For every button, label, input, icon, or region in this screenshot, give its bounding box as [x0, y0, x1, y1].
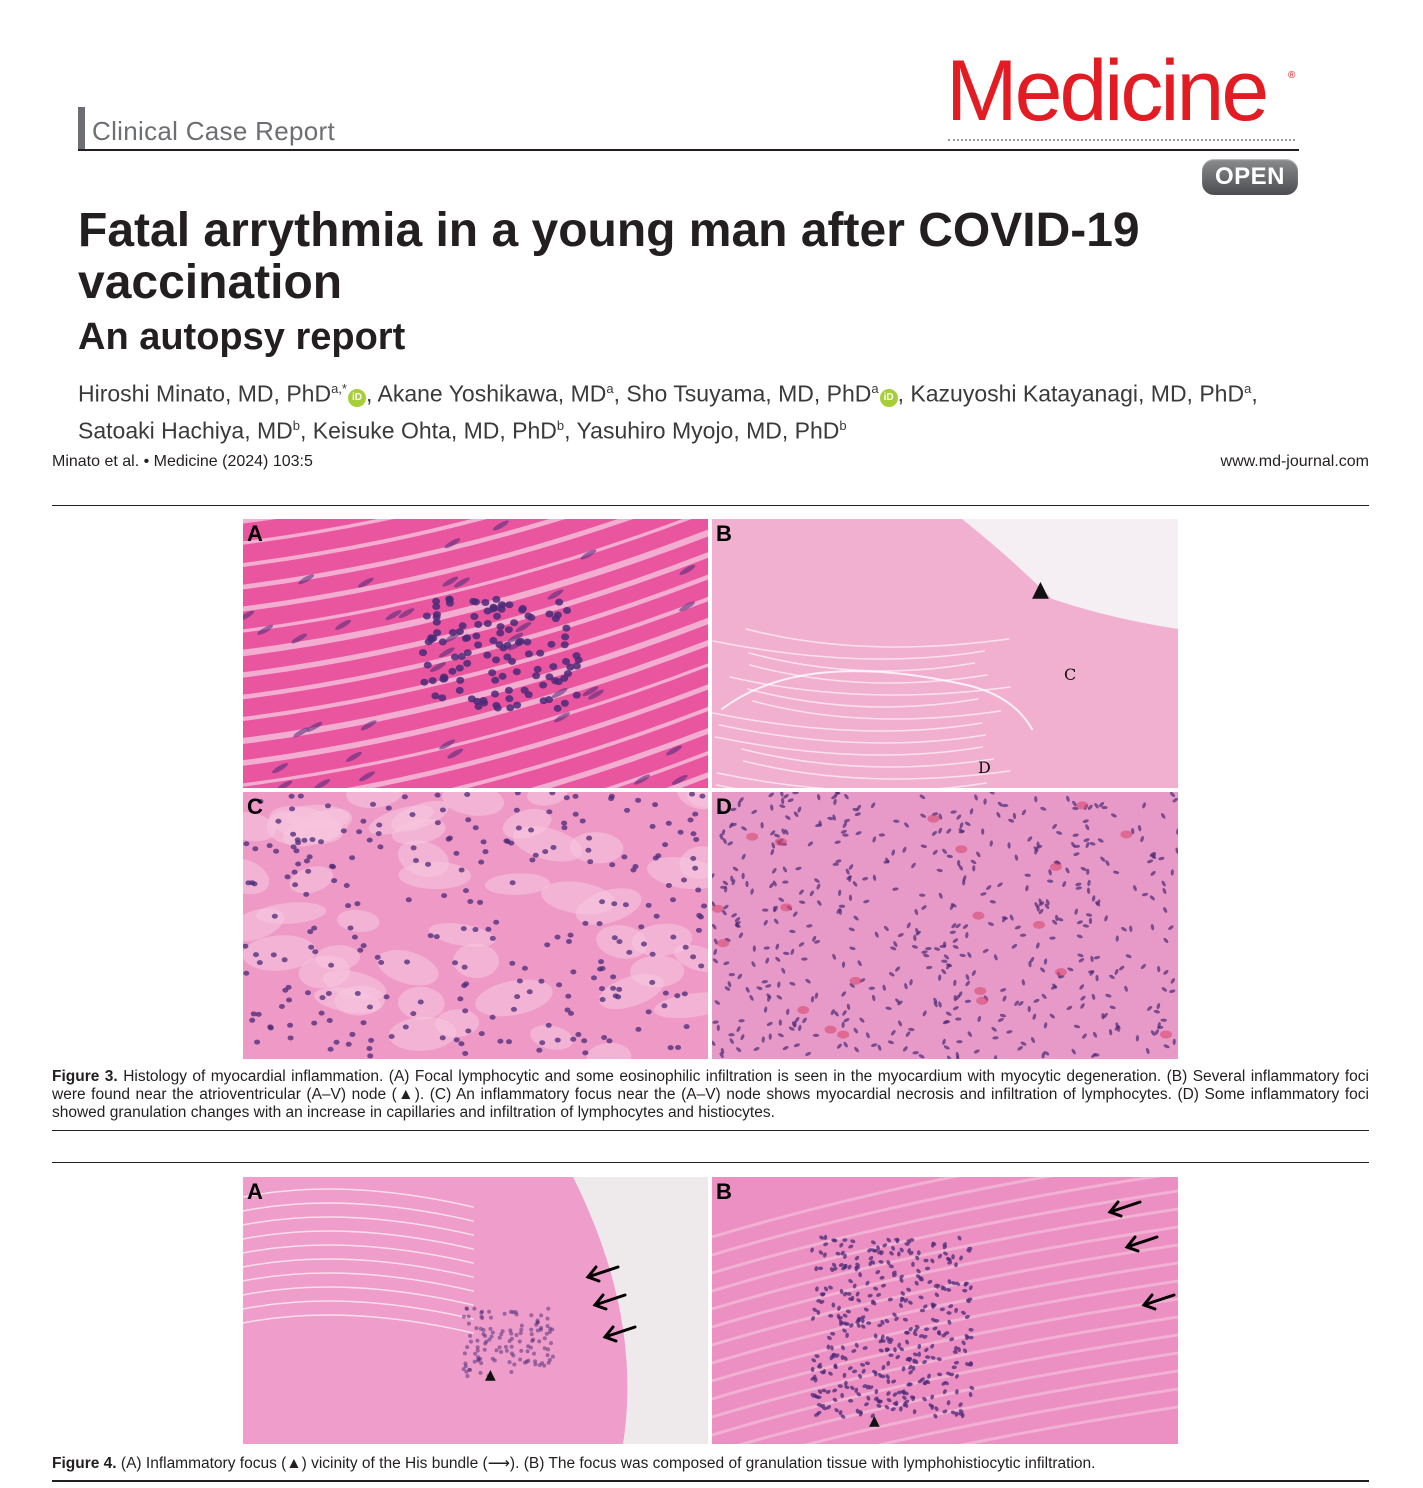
- logo-registered-mark: ®: [1288, 70, 1296, 81]
- author[interactable]: Hiroshi Minato, MD, PhD: [78, 380, 332, 407]
- journal-logo[interactable]: Medicine: [946, 43, 1267, 139]
- author[interactable]: Keisuke Ohta, MD, PhD: [312, 417, 557, 444]
- author[interactable]: Sho Tsuyama, MD, PhD: [626, 380, 872, 407]
- histology-image: [243, 1177, 708, 1444]
- panel-label: A: [247, 521, 263, 546]
- affiliation-marker: a: [606, 381, 614, 396]
- affiliation-marker: a: [1244, 381, 1252, 396]
- orcid-icon[interactable]: iD: [880, 389, 898, 407]
- arrowhead-marker: ▲: [1032, 577, 1049, 602]
- histology-image: [243, 792, 708, 1059]
- panel-label: C: [247, 794, 263, 819]
- open-access-badge[interactable]: OPEN: [1202, 159, 1298, 195]
- affiliation-marker: b: [292, 417, 300, 433]
- figure3-caption: [52, 1068, 1369, 1122]
- caption-text: Histology of myocardial inflammation. (A) Focal lymphocytic and some eosinophilic infiltration is seen in the myocardium with myocytic degeneration. (B) Several inflammatory foci were found near the atrioventricular (A–V) node (▲). (C) An inflammatory focus near the (A–V) node shows myocardial necrosis and infiltration of lymphocytes. (D) Some inflammatory foci showed granulation changes with an increase in capillaries and infiltration of lymphocytes and histiocytes.: [52, 1068, 1369, 1121]
- running-head-citation: Minato et al. • Medicine (2024) 103:5: [52, 453, 313, 470]
- author[interactable]: Akane Yoshikawa, MD: [377, 380, 607, 407]
- caption-text: (A) Inflammatory focus (▲) vicinity of the His bundle (⟶). (B) The focus was composed of granulation tissue with lymphohistiocytic infiltration.: [120, 1455, 1096, 1472]
- affiliation-marker: b: [556, 417, 565, 433]
- article-title: Fatal arrythmia in a young man after COVID-19 vaccination: [78, 204, 1140, 309]
- histology-image: [243, 519, 708, 788]
- section-bar: [78, 107, 85, 151]
- figure3-top-rule: [52, 505, 1369, 506]
- histology-image: [712, 519, 1178, 788]
- figure4-panel-b[interactable]: [712, 1177, 1178, 1444]
- orcid-icon[interactable]: iD: [348, 389, 366, 407]
- panel-label: D: [716, 794, 732, 819]
- journal-url[interactable]: www.md-journal.com: [1220, 453, 1369, 470]
- figure4-top-rule: [52, 1162, 1369, 1163]
- figure3-panel-d[interactable]: [712, 792, 1178, 1059]
- figure3-panel-b[interactable]: [712, 519, 1178, 788]
- affiliation-marker: a: [871, 381, 879, 396]
- figure4-bottom-rule: [52, 1480, 1369, 1482]
- figure3-panel-a[interactable]: [243, 519, 708, 788]
- region-marker-d: D: [978, 758, 991, 777]
- header-rule: [78, 149, 1299, 151]
- author-list: Hiroshi Minato, MD, PhD$^{a,*}$iD , Akane Yoshikawa, $MD^a$, Sho Tsuyama, MD, PhD$^a$iD , Kazuyoshi Katayanagi, MD, PhD$^a$, Satoaki Hachiya, $MD^b$, Keisuke Ohta, MD, PhD$^b$, Yasuhiro Myojo, MD, PhD$^b$: [78, 380, 1258, 444]
- article-subtitle: An autopsy report: [78, 316, 406, 358]
- logo-dotted-rule: [948, 139, 1295, 141]
- figure4-panel-a[interactable]: [243, 1177, 708, 1444]
- affiliation-marker: b: [839, 417, 847, 433]
- author[interactable]: Yasuhiro Myojo, MD, PhD: [576, 417, 840, 444]
- arrowhead-marker: ▲: [485, 1367, 496, 1383]
- arrowhead-marker: ▲: [869, 1413, 880, 1429]
- histology-image: [712, 792, 1178, 1059]
- panel-label: B: [716, 521, 732, 546]
- section-label: Clinical Case Report: [92, 116, 335, 146]
- caption-label: Figure 3.: [52, 1068, 118, 1085]
- region-marker-c: C: [1064, 665, 1077, 684]
- figure4-caption: [52, 1455, 1369, 1473]
- affiliation-marker: a,*: [331, 381, 347, 396]
- panel-label: B: [716, 1179, 732, 1204]
- figure3-panel-c[interactable]: [243, 792, 708, 1059]
- figure3-bottom-rule: [52, 1130, 1369, 1131]
- author[interactable]: Kazuyoshi Katayanagi, MD, PhD: [910, 380, 1245, 407]
- caption-label: Figure 4.: [52, 1455, 117, 1472]
- panel-label: A: [247, 1179, 263, 1204]
- histology-image: [712, 1177, 1178, 1444]
- author[interactable]: Satoaki Hachiya, MD: [78, 417, 293, 444]
